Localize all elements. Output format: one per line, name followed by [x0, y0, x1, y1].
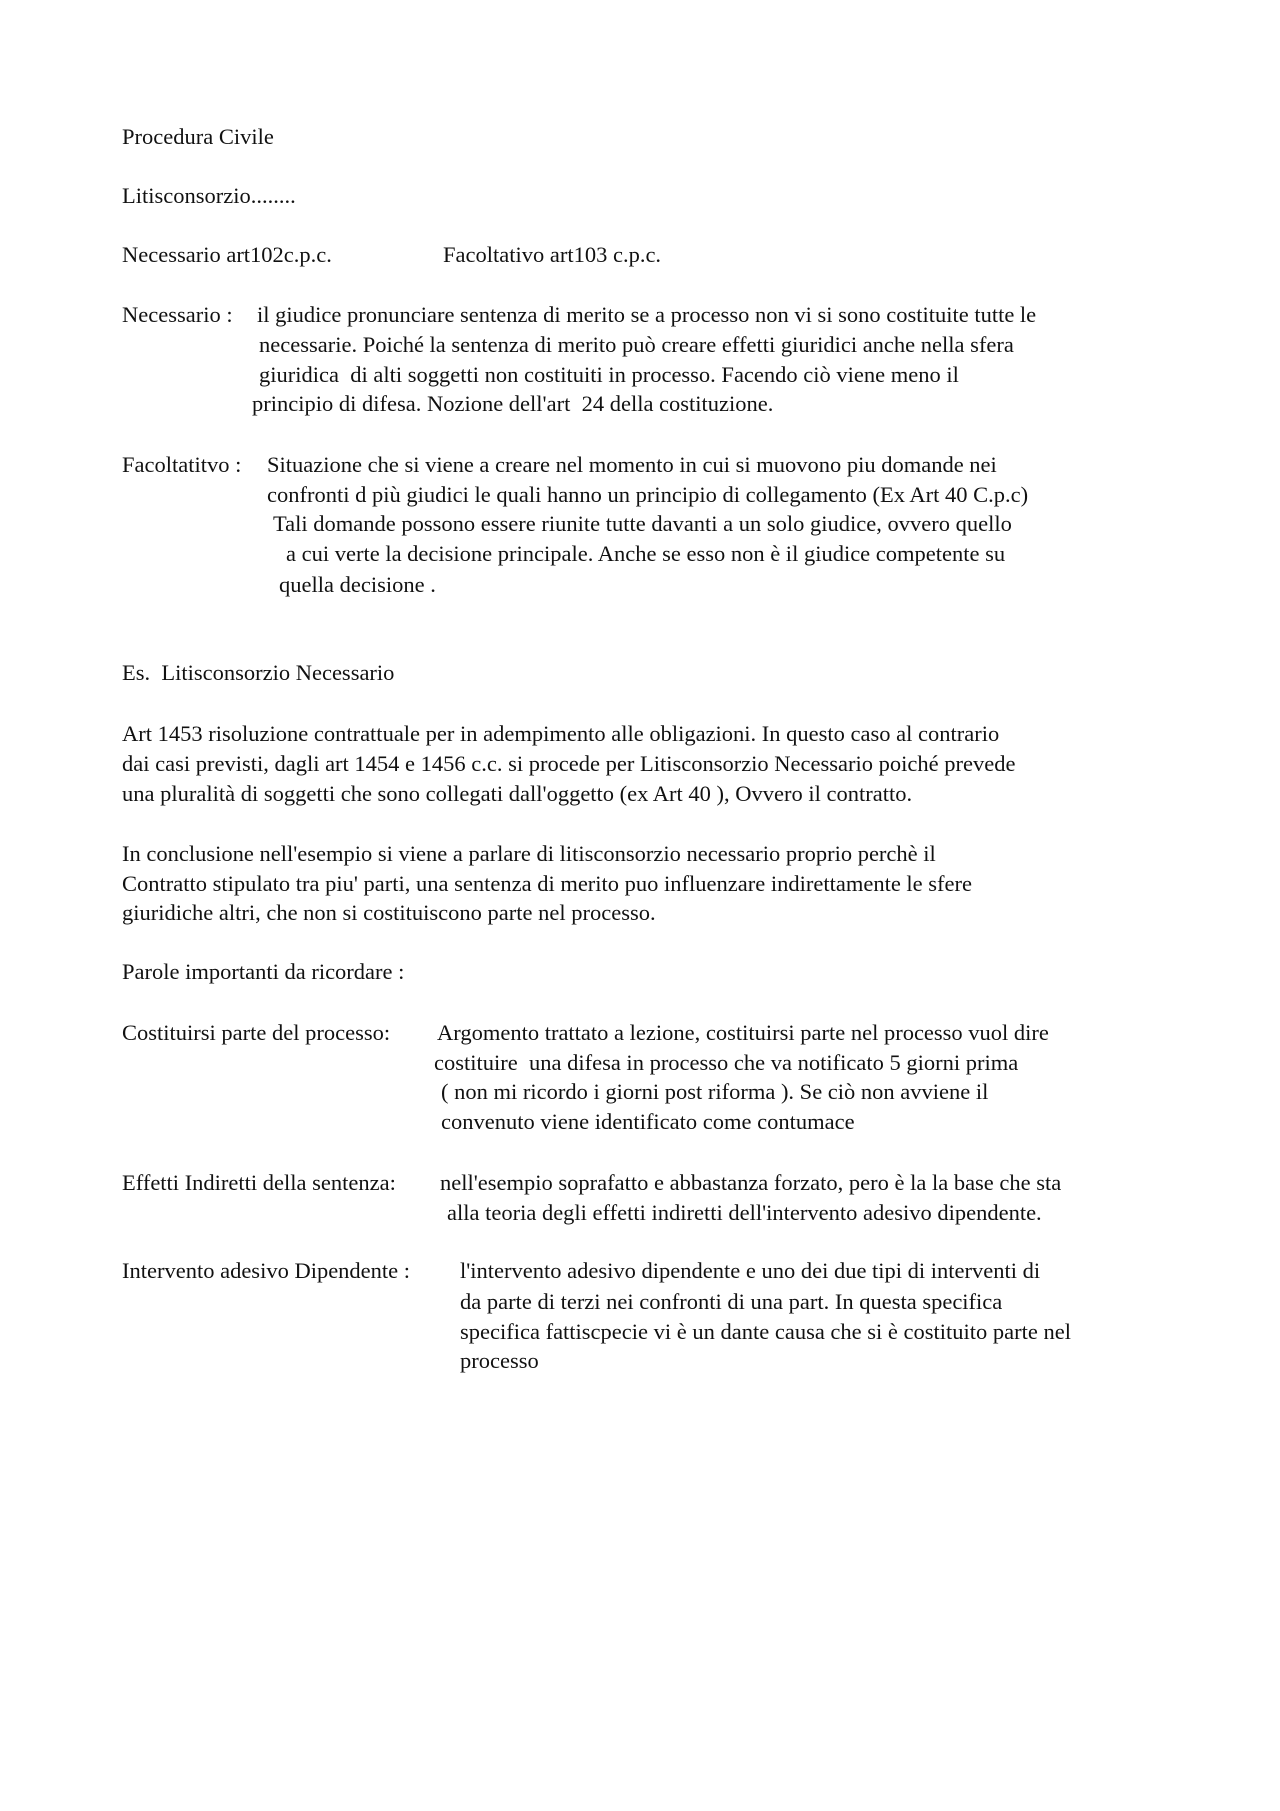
- definition-line: confronti d più giudici le quali hanno un principio di collegamento (Ex Art 40 C.p.c): [267, 482, 1029, 507]
- example-paragraph-line: Art 1453 risoluzione contrattuale per in adempimento alle obligazioni. In questo caso al contrario: [122, 721, 1000, 746]
- definition-line: principio di difesa. Nozione dell'art 24 della costituzione.: [252, 391, 774, 416]
- keyword-line: ( non mi ricordo i giorni post riforma ). Se ciò non avviene il: [441, 1079, 989, 1104]
- keyword-label-costituirsi: Costituirsi parte del processo:: [122, 1020, 391, 1045]
- keyword-label-intervento: Intervento adesivo Dipendente :: [122, 1258, 411, 1283]
- example-paragraph-line: una pluralità di soggetti che sono collegati dall'oggetto (ex Art 40 ), Ovvero il contratto.: [122, 781, 913, 806]
- definition-line: il giudice pronunciare sentenza di merito se a processo non vi si sono costituite tutte le: [257, 302, 1037, 327]
- document-subtitle: Litisconsorzio........: [122, 183, 296, 208]
- definition-label-necessario: Necessario :: [122, 302, 233, 327]
- keyword-line: Argomento trattato a lezione, costituirsi parte nel processo vuol dire: [437, 1020, 1049, 1045]
- document-title: Procedura Civile: [122, 124, 274, 149]
- keyword-line: specifica fattiscpecie vi è un dante causa che si è costituito parte nel: [460, 1319, 1071, 1344]
- type-necessario: Necessario art102c.p.c.: [122, 242, 332, 267]
- conclusion-paragraph-line: Contratto stipulato tra piu' parti, una sentenza di merito puo influenzare indirettamente le sfere: [122, 871, 973, 896]
- keyword-label-effetti: Effetti Indiretti della sentenza:: [122, 1170, 396, 1195]
- keyword-line: costituire una difesa in processo che va notificato 5 giorni prima: [434, 1050, 1019, 1075]
- definition-line: necessarie. Poiché la sentenza di merito può creare effetti giuridici anche nella sfera: [259, 332, 1014, 357]
- definition-label-facoltativo: Facoltatitvo :: [122, 452, 242, 477]
- keyword-line: processo: [460, 1348, 539, 1373]
- conclusion-paragraph-line: In conclusione nell'esempio si viene a parlare di litisconsorzio necessario proprio perchè il: [122, 841, 936, 866]
- example-heading: Es. Litisconsorzio Necessario: [122, 660, 395, 685]
- keyword-line: convenuto viene identificato come contumace: [441, 1109, 855, 1134]
- keyword-line: nell'esempio soprafatto e abbastanza forzato, pero è la la base che sta: [440, 1170, 1062, 1195]
- definition-line: Situazione che si viene a creare nel momento in cui si muovono piu domande nei: [267, 452, 997, 477]
- keywords-heading: Parole importanti da ricordare :: [122, 959, 405, 984]
- example-paragraph-line: dai casi previsti, dagli art 1454 e 1456 c.c. si procede per Litisconsorzio Necessario poiché prevede: [122, 751, 1016, 776]
- keyword-line: l'intervento adesivo dipendente e uno dei due tipi di interventi di: [460, 1258, 1041, 1283]
- definition-line: a cui verte la decisione principale. Anche se esso non è il giudice competente su: [286, 541, 1006, 566]
- type-facoltativo: Facoltativo art103 c.p.c.: [443, 242, 662, 267]
- keyword-line: da parte di terzi nei confronti di una part. In questa specifica: [460, 1289, 1003, 1314]
- conclusion-paragraph-line: giuridiche altri, che non si costituiscono parte nel processo.: [122, 900, 656, 925]
- definition-line: giuridica di alti soggetti non costituiti in processo. Facendo ciò viene meno il: [259, 362, 959, 387]
- keyword-line: alla teoria degli effetti indiretti dell'intervento adesivo dipendente.: [447, 1200, 1042, 1225]
- definition-line: Tali domande possono essere riunite tutte davanti a un solo giudice, ovvero quello: [273, 511, 1012, 536]
- definition-line: quella decisione .: [279, 572, 436, 597]
